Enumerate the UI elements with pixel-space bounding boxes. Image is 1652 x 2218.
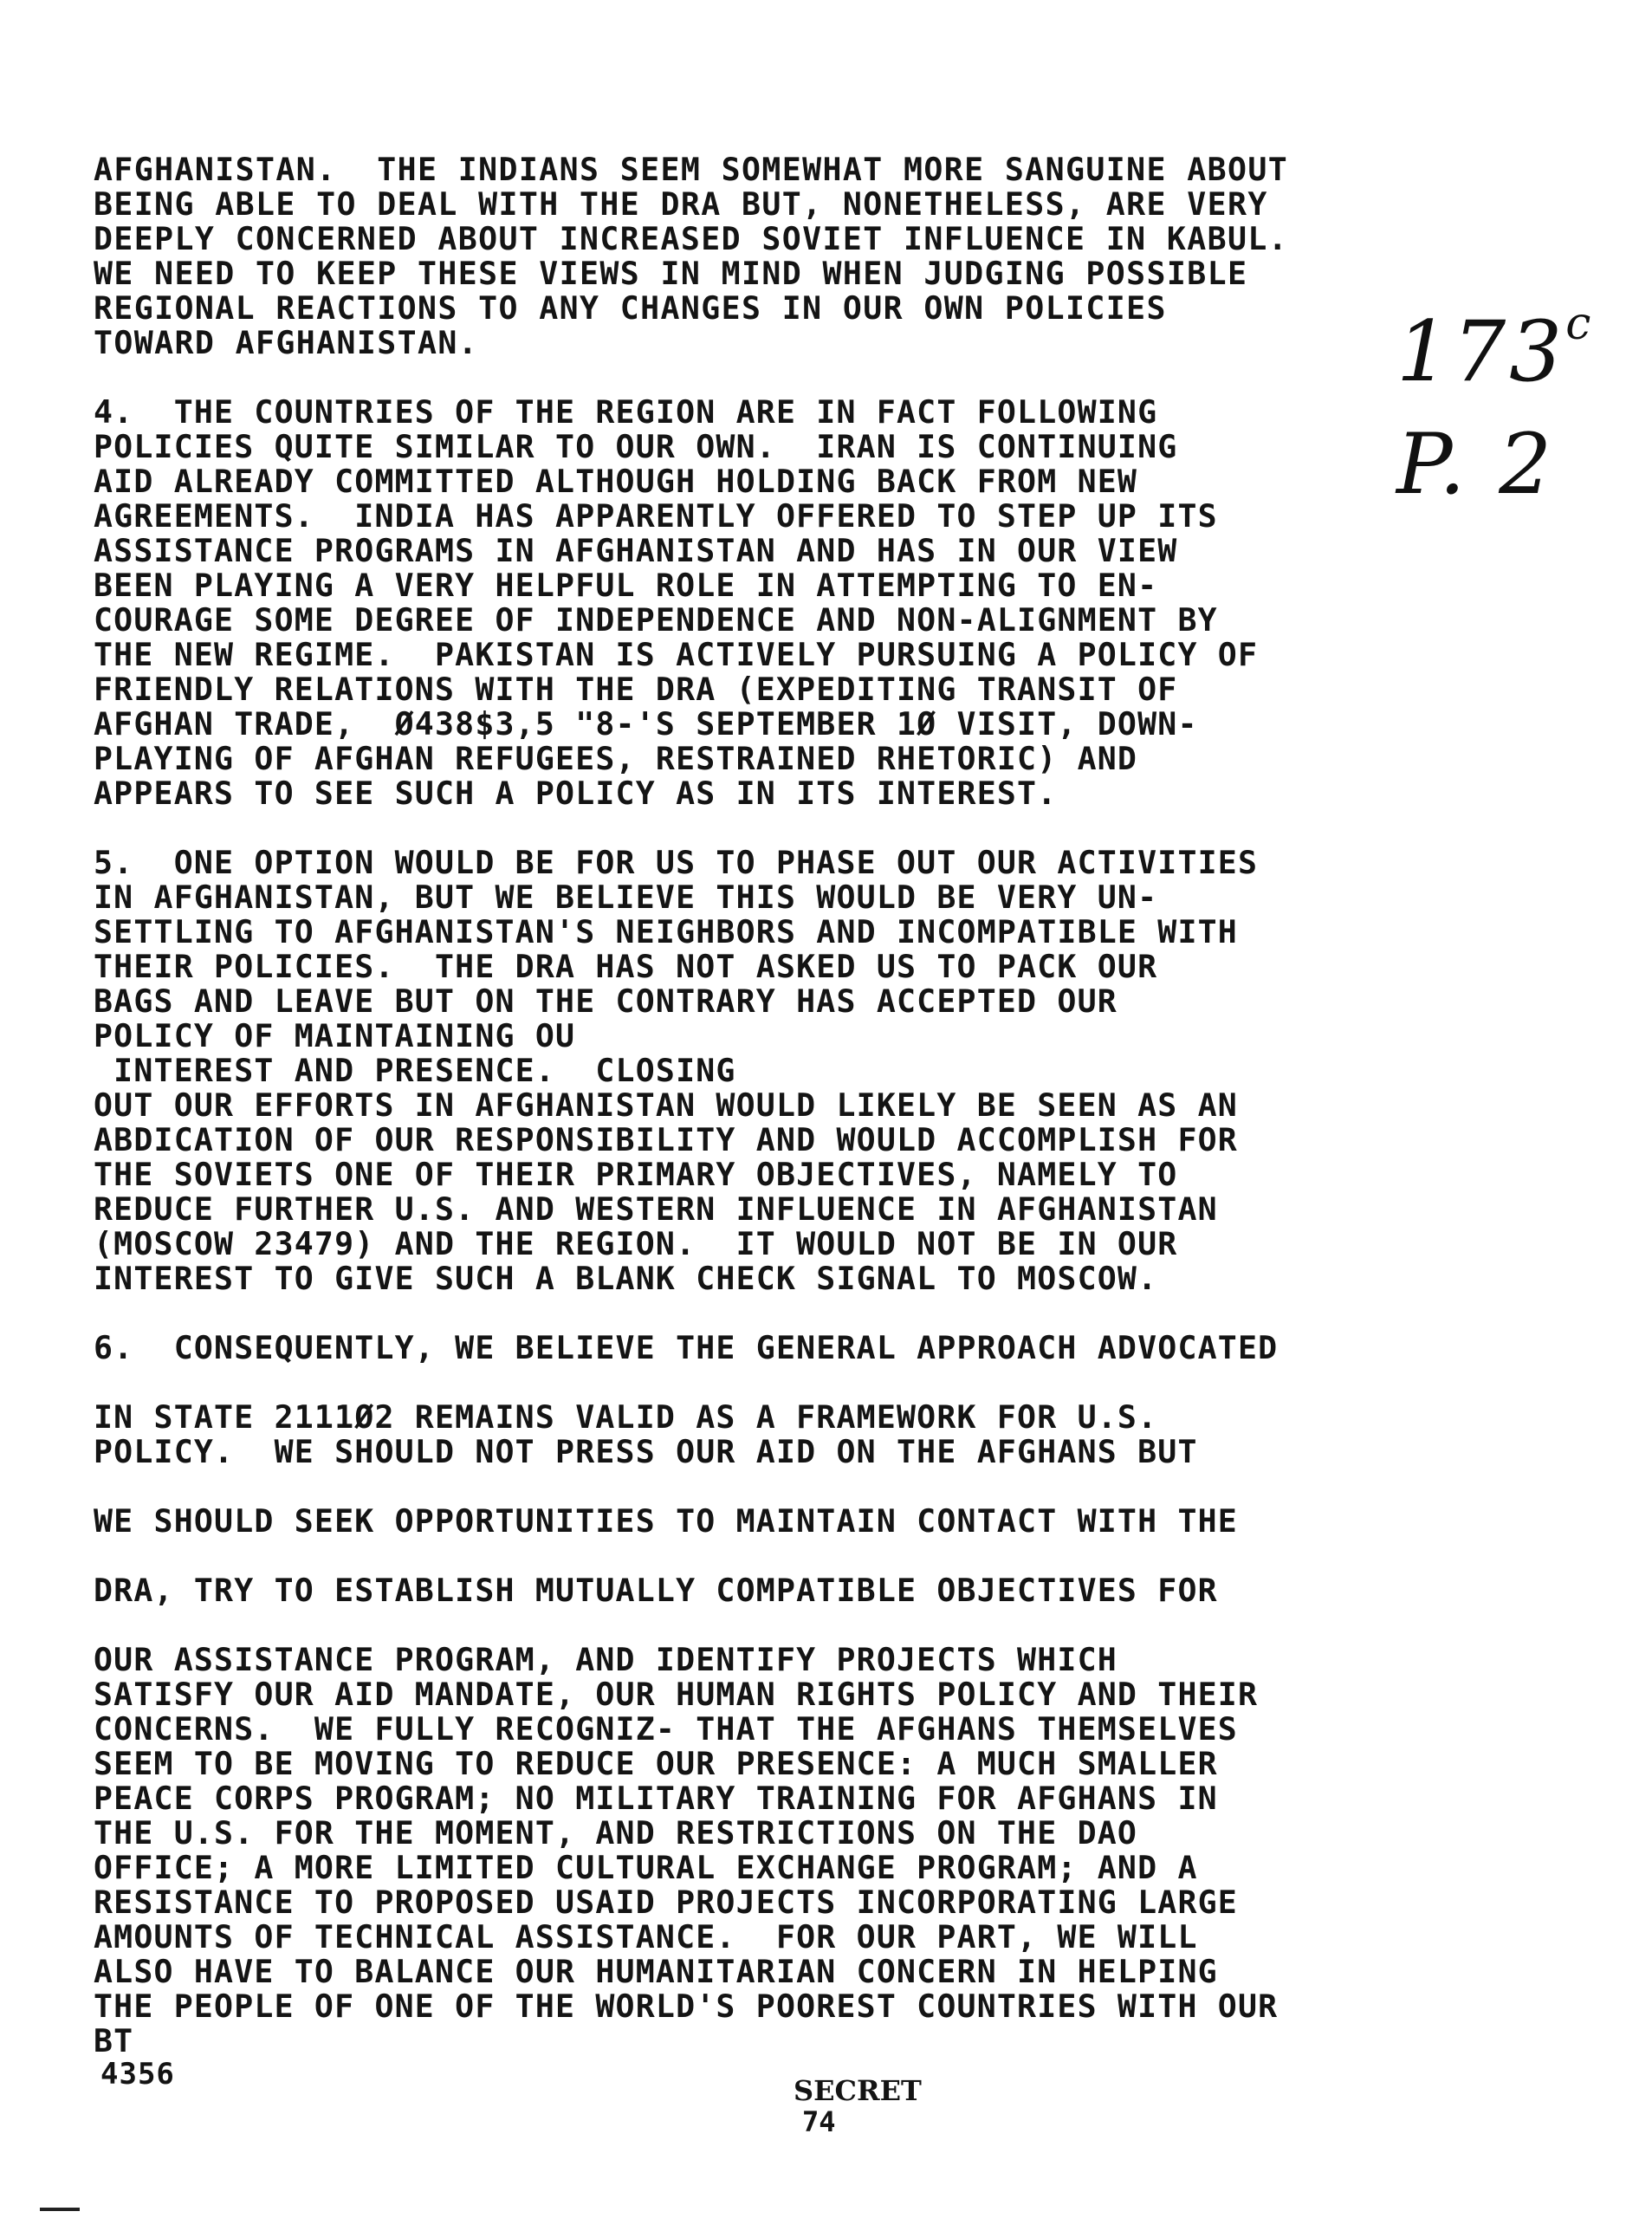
text-line: REDUCE FURTHER U.S. AND WESTERN INFLUENCE IN AFGHANISTAN: [94, 1190, 1218, 1228]
text-line: DEEPLY CONCERNED ABOUT INCREASED SOVIET INFLUENCE IN KABUL.: [94, 220, 1289, 257]
text-line: AGREEMENTS. INDIA HAS APPARENTLY OFFERED TO STEP UP ITS: [94, 497, 1218, 535]
text-line: DRA, TRY TO ESTABLISH MUTUALLY COMPATIBLE OBJECTIVES FOR: [94, 1572, 1218, 1609]
text-line: 5. ONE OPTION WOULD BE FOR US TO PHASE OUT OUR ACTIVITIES: [94, 844, 1259, 881]
text-line: POLICY OF MAINTAINING OU: [94, 1017, 576, 1054]
text-line: FRIENDLY RELATIONS WITH THE DRA (EXPEDITING TRANSIT OF: [94, 671, 1178, 708]
text-line: BEING ABLE TO DEAL WITH THE DRA BUT, NONETHELESS, ARE VERY: [94, 185, 1268, 223]
text-line: APPEARS TO SEE SUCH A POLICY AS IN ITS INTEREST.: [94, 775, 1058, 812]
text-line: ALSO HAVE TO BALANCE OUR HUMANITARIAN CONCERN IN HELPING: [94, 1953, 1218, 1990]
handwritten-superscript: c: [1565, 298, 1595, 350]
text-line: ABDICATION OF OUR RESPONSIBILITY AND WOULD ACCOMPLISH FOR: [94, 1121, 1238, 1158]
text-line: PEACE CORPS PROGRAM; NO MILITARY TRAINING FOR AFGHANS IN: [94, 1780, 1218, 1817]
classification-marking: SECRET: [794, 2074, 922, 2107]
text-line: POLICIES QUITE SIMILAR TO OUR OWN. IRAN IS CONTINUING: [94, 428, 1178, 465]
text-line: CONCERNS. WE FULLY RECOGNIZ- THAT THE AFGHANS THEMSELVES: [94, 1710, 1238, 1748]
text-line: AFGHAN TRADE, Ø438$3,5 "8-'S SEPTEMBER 1Ø VISIT, DOWN-: [94, 705, 1198, 743]
text-line: 6. CONSEQUENTLY, WE BELIEVE THE GENERAL APPROACH ADVOCATED: [94, 1329, 1279, 1366]
handwritten-page-mark: P. 2: [1396, 416, 1556, 513]
text-line: OUR ASSISTANCE PROGRAM, AND IDENTIFY PROJECTS WHICH: [94, 1641, 1118, 1678]
text-line: OUT OUR EFFORTS IN AFGHANISTAN WOULD LIKELY BE SEEN AS AN: [94, 1086, 1238, 1124]
text-line: SEEM TO BE MOVING TO REDUCE OUR PRESENCE: A MUCH SMALLER: [94, 1745, 1218, 1782]
text-line: SATISFY OUR AID MANDATE, OUR HUMAN RIGHTS POLICY AND THEIR: [94, 1676, 1259, 1713]
text-line: IN STATE 2111Ø2 REMAINS VALID AS A FRAMEWORK FOR U.S.: [94, 1398, 1158, 1436]
text-line: AFGHANISTAN. THE INDIANS SEEM SOMEWHAT MORE SANGUINE ABOUT: [94, 151, 1289, 188]
text-line: WE NEED TO KEEP THESE VIEWS IN MIND WHEN JUDGING POSSIBLE: [94, 255, 1248, 292]
text-line: ASSISTANCE PROGRAMS IN AFGHANISTAN AND HAS IN OUR VIEW: [94, 532, 1178, 569]
text-line: OFFICE; A MORE LIMITED CULTURAL EXCHANGE PROGRAM; AND A: [94, 1849, 1198, 1886]
text-line: REGIONAL REACTIONS TO ANY CHANGES IN OUR OWN POLICIES: [94, 289, 1167, 327]
page-number: 74: [802, 2105, 836, 2138]
handwritten-number: 173: [1396, 303, 1566, 400]
text-line: 4. THE COUNTRIES OF THE REGION ARE IN FACT FOLLOWING: [94, 393, 1158, 431]
text-line: AMOUNTS OF TECHNICAL ASSISTANCE. FOR OUR PART, WE WILL: [94, 1918, 1198, 1955]
text-line: COURAGE SOME DEGREE OF INDEPENDENCE AND NON-ALIGNMENT BY: [94, 601, 1218, 639]
text-line: THE SOVIETS ONE OF THEIR PRIMARY OBJECTIVES, NAMELY TO: [94, 1156, 1178, 1193]
scan-edge-mark: [40, 2208, 80, 2211]
text-line: IN AFGHANISTAN, BUT WE BELIEVE THIS WOULD BE VERY UN-: [94, 879, 1158, 916]
text-line: AID ALREADY COMMITTED ALTHOUGH HOLDING BACK FROM NEW: [94, 463, 1138, 500]
text-line: THE NEW REGIME. PAKISTAN IS ACTIVELY PURSUING A POLICY OF: [94, 636, 1259, 673]
text-line: SETTLING TO AFGHANISTAN'S NEIGHBORS AND INCOMPATIBLE WITH: [94, 913, 1238, 950]
text-line: RESISTANCE TO PROPOSED USAID PROJECTS INCORPORATING LARGE: [94, 1884, 1238, 1921]
text-line: THE PEOPLE OF ONE OF THE WORLD'S POOREST COUNTRIES WITH OUR: [94, 1988, 1279, 2025]
text-line: POLICY. WE SHOULD NOT PRESS OUR AID ON THE AFGHANS BUT: [94, 1433, 1198, 1470]
text-line: INTEREST AND PRESENCE. CLOSING: [94, 1052, 736, 1089]
reference-number: 4356: [100, 2057, 175, 2092]
text-line: BAGS AND LEAVE BUT ON THE CONTRARY HAS ACCEPTED OUR: [94, 983, 1118, 1020]
text-line: THE U.S. FOR THE MOMENT, AND RESTRICTIONS ON THE DAO: [94, 1814, 1138, 1852]
text-line: TOWARD AFGHANISTAN.: [94, 324, 479, 361]
text-line: WE SHOULD SEEK OPPORTUNITIES TO MAINTAIN CONTACT WITH THE: [94, 1502, 1238, 1540]
text-line: BT: [94, 2022, 134, 2059]
text-line: PLAYING OF AFGHAN REFUGEES, RESTRAINED RHETORIC) AND: [94, 740, 1138, 777]
handwritten-document-number: [1396, 298, 1595, 400]
text-line: THEIR POLICIES. THE DRA HAS NOT ASKED US TO PACK OUR: [94, 948, 1158, 985]
text-line: INTEREST TO GIVE SUCH A BLANK CHECK SIGNAL TO MOSCOW.: [94, 1260, 1158, 1297]
text-line: (MOSCOW 23479) AND THE REGION. IT WOULD NOT BE IN OUR: [94, 1225, 1178, 1262]
text-line: BEEN PLAYING A VERY HELPFUL ROLE IN ATTEMPTING TO EN-: [94, 567, 1158, 604]
